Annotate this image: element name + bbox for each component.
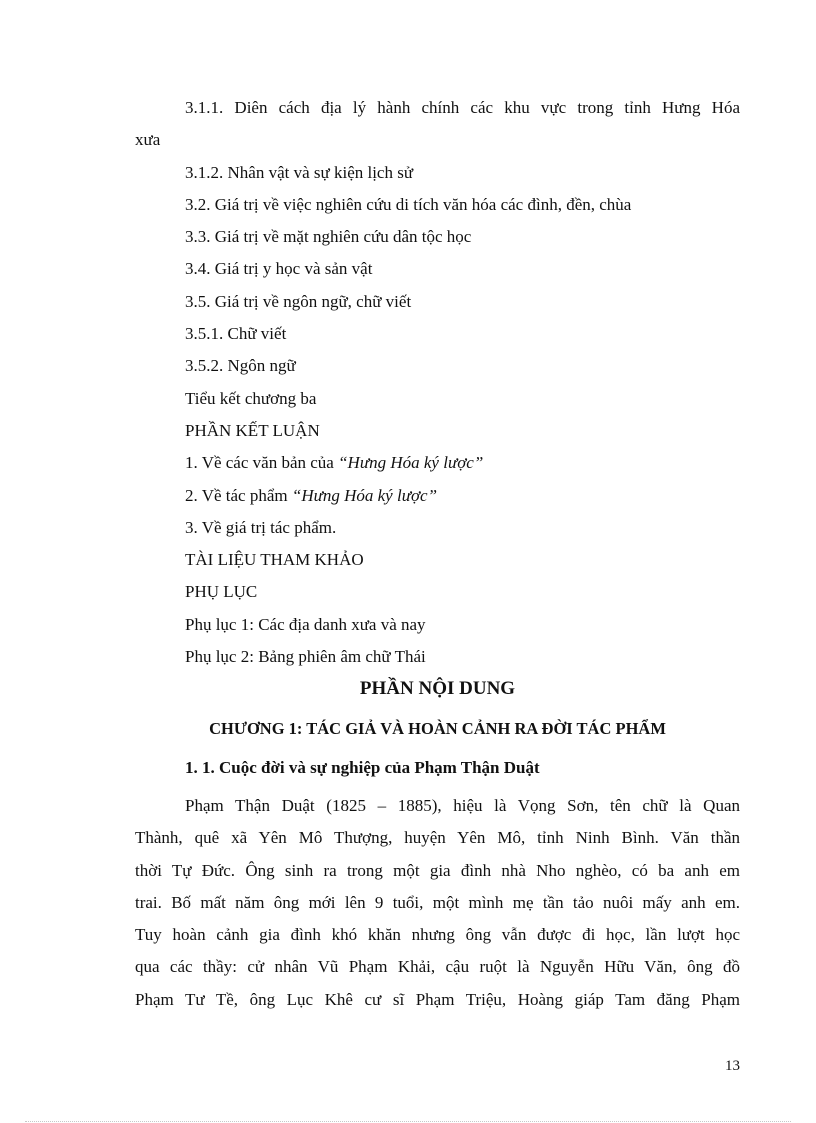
paragraph-line: Thành, quê xã Yên Mô Thượng, huyện Yên Mô, tỉnh Ninh Bình. Văn thần xyxy=(135,828,740,848)
page-number: 13 xyxy=(725,1058,740,1074)
paragraph-line: Phạm Thận Duật (1825 – 1885), hiệu là Vọng Sơn, tên chữ là Quan xyxy=(185,796,740,815)
paragraph-line: trai. Bố mất năm ông mới lên 9 tuổi, một mình mẹ tần tảo nuôi mấy anh em. xyxy=(135,892,740,912)
paragraph-line: qua các thầy: cử nhân Vũ Phạm Khải, cậu ruột là Nguyễn Hữu Văn, ông đồ xyxy=(135,957,740,977)
toc-conclusion-1 xyxy=(135,447,740,479)
toc-chapter3-summary: Tiểu kết chương ba xyxy=(185,388,317,408)
toc-item-3-5-2: 3.5.2. Ngôn ngữ xyxy=(185,356,296,376)
toc-item-3-3: 3.3. Giá trị về mặt nghiên cứu dân tộc học xyxy=(185,227,472,247)
chapter-title: CHƯƠNG 1: TÁC GIẢ VÀ HOÀN CẢNH RA ĐỜI TÁC PHẨM xyxy=(209,719,666,738)
toc-conclusion-2-title: “Hưng Hóa ký lược” xyxy=(291,485,438,505)
toc-appendix-2: Phụ lục 2: Bảng phiên âm chữ Thái xyxy=(185,647,426,667)
toc-item-3-5-1: 3.5.1. Chữ viết xyxy=(185,324,287,344)
table-of-contents xyxy=(135,92,740,673)
page-bottom-divider xyxy=(25,1121,791,1122)
paragraph-line: Phạm Tư Tề, ông Lục Khê cư sĩ Phạm Triệu, Hoàng giáp Tam đăng Phạm xyxy=(135,989,740,1009)
toc-conclusion-1-prefix: 1. Về các văn bản của xyxy=(185,453,339,473)
toc-conclusion: PHẦN KẾT LUẬN xyxy=(185,420,320,440)
part-title: PHẦN NỘI DUNG xyxy=(359,678,516,699)
toc-conclusion-3: 3. Về giá trị tác phẩm. xyxy=(185,517,337,537)
section-title: 1. 1. Cuộc đời và sự nghiệp của Phạm Thận Duật xyxy=(185,758,540,777)
toc-conclusion-2 xyxy=(135,480,740,512)
toc-references: TÀI LIỆU THAM KHẢO xyxy=(185,550,364,570)
paragraph-line: thời Tự Đức. Ông sinh ra trong một gia đình nhà Nho nghèo, có ba anh em xyxy=(135,860,740,880)
toc-appendix: PHỤ LỤC xyxy=(185,582,258,602)
toc-conclusion-2-prefix: 2. Về tác phẩm xyxy=(185,485,292,505)
paragraph-line: Tuy hoàn cảnh gia đình khó khăn nhưng ông vẫn được đi học, lần lượt học xyxy=(135,925,740,945)
toc-item-3-1-2: 3.1.2. Nhân vật và sự kiện lịch sử xyxy=(185,162,414,182)
toc-item-3-5: 3.5. Giá trị về ngôn ngữ, chữ viết xyxy=(185,291,412,311)
toc-appendix-1: Phụ lục 1: Các địa danh xưa và nay xyxy=(185,614,426,634)
toc-conclusion-1-title: “Hưng Hóa ký lược” xyxy=(338,453,484,473)
toc-item-3-1-1: 3.1.1. Diên cách địa lý hành chính các khu vực trong tỉnh Hưng Hóa xyxy=(185,98,740,117)
body-paragraph xyxy=(135,790,740,1016)
toc-item-3-1-1-continued: xưa xyxy=(135,130,161,150)
toc-item-3-4: 3.4. Giá trị y học và sản vật xyxy=(185,259,373,279)
toc-item-3-2: 3.2. Giá trị về việc nghiên cứu di tích văn hóa các đình, đền, chùa xyxy=(185,194,632,214)
